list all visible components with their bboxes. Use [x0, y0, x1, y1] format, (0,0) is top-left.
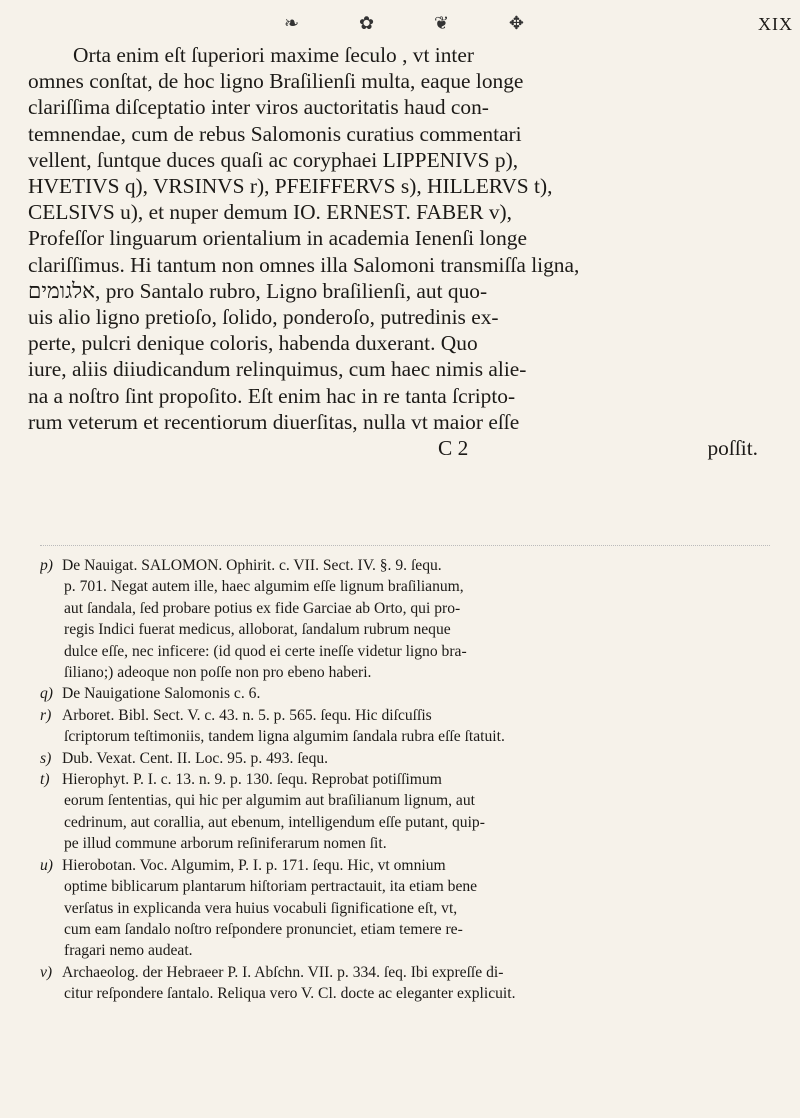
signature-mark: C 2 [438, 436, 469, 461]
flower-ornament-icon: ✿ [358, 12, 375, 34]
footnote-line: ſiliano;) adeoque non poſſe non pro ebeno haberi. [64, 664, 372, 682]
text-line: perte, pulcri denique coloris, habenda duxerant. Quo [28, 331, 478, 356]
footnote-mark: r) [40, 706, 52, 724]
footnote-line: cum eam ſandalo noſtro reſpondere pronunciet, etiam temere re- [64, 920, 463, 938]
footnote-line: Dub. Vexat. Cent. II. Loc. 95. p. 493. ſequ. [62, 749, 329, 767]
text-line: Profeſſor linguarum orientalium in academia Ienenſi longe [28, 226, 527, 251]
text-line: Orta enim eſt ſuperiori maxime ſeculo , vt inter [73, 43, 474, 67]
main-text [28, 42, 772, 461]
footnote [40, 855, 780, 962]
page-number: XIX [758, 14, 793, 34]
text-line: omnes conſtat, de hoc ligno Braſilienſi multa, eaque longe [28, 69, 524, 94]
footnote [40, 769, 780, 855]
footnote-line: regis Indici fuerat medicus, alloborat, ſandalum rubrum neque [64, 621, 451, 639]
footnote-line: Hierophyt. P. I. c. 13. n. 9. p. 130. ſequ. Reprobat potiſſimum [62, 771, 442, 789]
footnote-line: De Nauigat. SALOMON. Ophirit. c. VII. Sect. IV. §. 9. ſequ. [62, 557, 442, 574]
footnote-line: p. 701. Negat autem ille, haec algumim eſſe lignum braſilianum, [64, 578, 464, 596]
text-line: rum veterum et recentiorum diuerſitas, nulla vt maior eſſe [28, 409, 520, 434]
footnote-line: Archaeolog. der Hebraeer P. I. Abſchn. VII. p. 334. ſeq. Ibi expreſſe di- [62, 963, 504, 981]
footnote-line: De Nauigatione Salomonis c. 6. [62, 685, 261, 703]
footnote-line: Hierobotan. Voc. Algumim, P. I. p. 171. ſequ. Hic, vt omnium [62, 856, 446, 874]
footnote-line: optime biblicarum plantarum hiſtoriam pertractauit, ita etiam bene [64, 878, 478, 896]
text-line: HVETIVS q), VRSINVS r), PFEIFFERVS s), HILLERVS t), [28, 174, 553, 199]
footnote-line: verſatus in explicanda vera huius vocabuli ſignificatione eſt, vt, [64, 899, 458, 917]
catchword: poſſit. [707, 436, 758, 461]
footnote-line: Arboret. Bibl. Sect. V. c. 43. n. 5. p. 565. ſequ. Hic diſcuſſis [62, 706, 432, 724]
footnote-mark: p) [40, 557, 53, 574]
footnotes [40, 555, 780, 1005]
footnote-line: aut ſandala, ſed probare potius ex fide Garciae ab Orto, qui pro- [64, 599, 461, 617]
footnote-line: cedrinum, aut corallia, aut ebenum, intelligendum eſſe putant, quip- [64, 813, 485, 831]
footnote [40, 962, 780, 1005]
footnote-line: pe illud commune arborum reſiniferarum nomen ſit. [64, 835, 387, 853]
text-line: vellent, ſuntque duces quaſi ac coryphaei LIPPENIVS p), [28, 147, 519, 172]
text-line: temnendae, cum de rebus Salomonis curatius commentari [28, 121, 522, 146]
footnote [40, 555, 780, 683]
footnote-line: ſcriptorum teſtimoniis, tandem ligna algumim ſandala rubra eſſe ſtatuit. [64, 728, 505, 746]
footnote [40, 748, 780, 769]
footnote-mark: t) [40, 771, 50, 789]
star-ornament-icon: ✥ [508, 12, 524, 34]
footnote [40, 683, 780, 704]
text-line: iure, aliis diiudicandum relinquimus, cum haec nimis alie- [28, 357, 527, 382]
text-line: uis alio ligno pretioſo, ſolido, ponderoſo, putredinis ex- [28, 305, 499, 330]
footnote-line: fragari nemo audeat. [64, 942, 193, 960]
footnote-mark: s) [40, 749, 52, 767]
footnote-mark: v) [40, 963, 53, 981]
footnote-divider [40, 545, 770, 546]
fleuron-icon: ❦ [433, 12, 450, 34]
footnote-line: citur reſpondere ſantalo. Reliqua vero V. Cl. docte ac eleganter explicuit. [64, 985, 516, 1003]
catch-line [28, 435, 772, 461]
fleuron-icon: ❧ [284, 12, 300, 34]
text-line: אלגומים, pro Santalo rubro, Ligno braſilienſi, aut quo- [28, 278, 488, 303]
footnote-line: eorum ſententias, qui hic per algumim aut braſilianum lignum, aut [64, 792, 475, 810]
text-line: na a noſtro ſint propoſito. Eſt enim hac in re tanta ſcripto- [28, 383, 516, 408]
footnote-mark: q) [40, 685, 53, 703]
footnote-line: dulce eſſe, nec inficere: (id quod ei certe ineſſe videtur ligno bra- [64, 642, 467, 660]
text-line: CELSIVS u), et nuper demum IO. ERNEST. FABER v), [28, 200, 513, 225]
header-ornament [284, 10, 524, 36]
text-line: clariſſimus. Hi tantum non omnes illa Salomoni transmiſſa ligna, [28, 252, 580, 277]
footnote-mark: u) [40, 856, 53, 874]
footnote [40, 705, 780, 748]
text-line: clariſſima diſceptatio inter viros auctoritatis haud con- [28, 95, 489, 120]
